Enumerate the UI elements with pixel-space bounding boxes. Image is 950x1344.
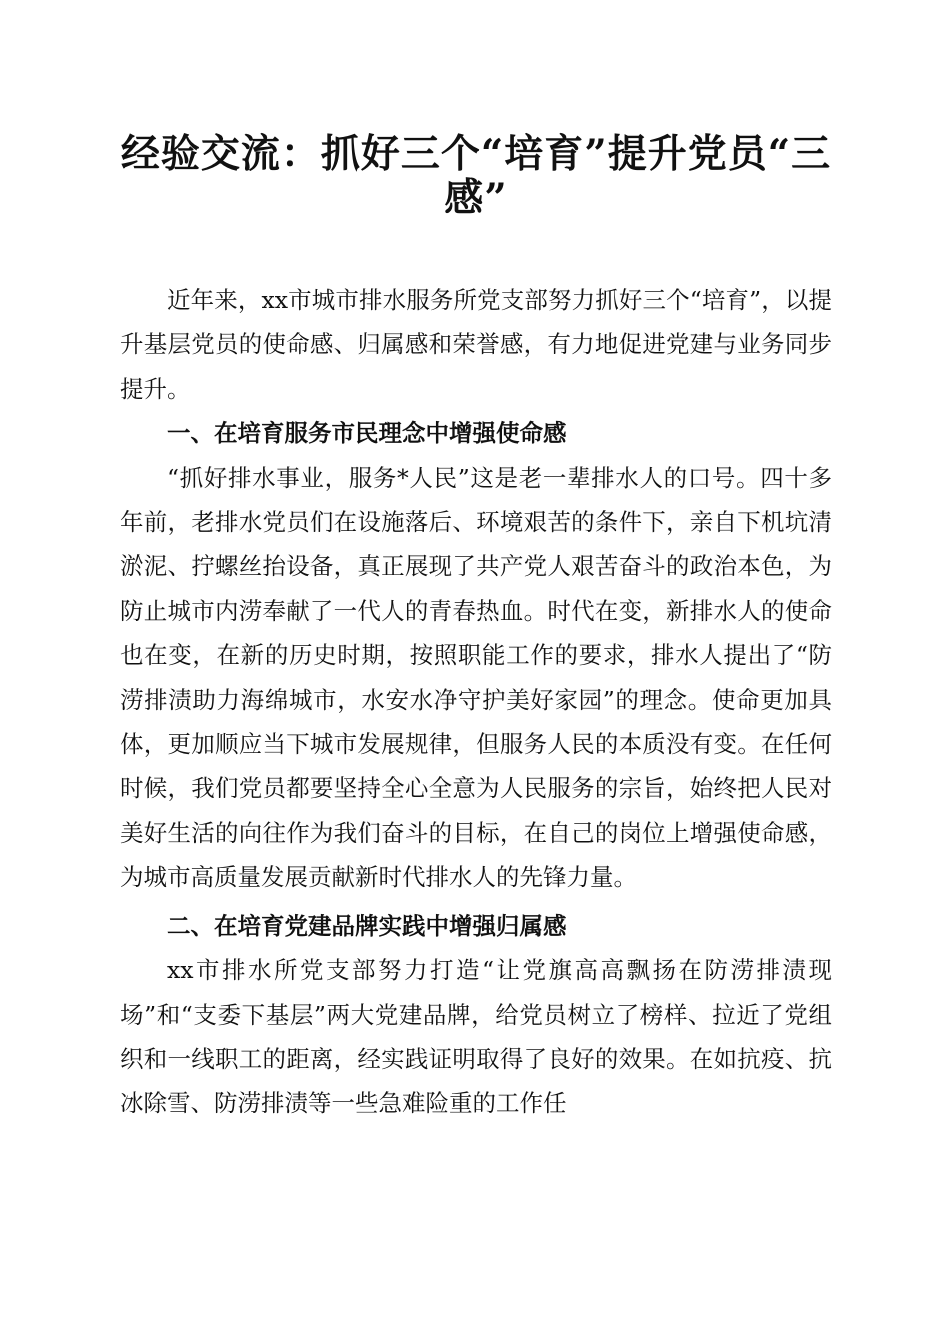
section-heading-2: 二、在培育党建品牌实践中增强归属感 — [167, 911, 567, 940]
intro-paragraph: 近年来，xx市城市排水服务所党支部努力抓好三个“培育”，以提升基层党员的使命感、归属感和荣誉感，有力地促进党建与业务同步提升。 — [120, 286, 832, 403]
section-paragraph-1: “抓好排水事业，服务*人民”这是老一辈排水人的口号。四十多年前，老排水党员们在设施落后、环境艰苦的条件下，亲自下机坑清淤泥、拧螺丝抬设备，真正展现了共产党人艰苦奋斗的政治本色，为防止城市内涝奉献了一代人的青春热血。时代在变，新排水人的使命也在变，在新的历史时期，按照职能工作的要求，排水人提出了“防涝排渍助力海绵城市，水安水净守护美好家园”的理念。使命更加具体，更加顺应当下城市发展规律，但服务人民的本质没有变。在任何时候，我们党员都要坚持全心全意为人民服务的宗旨，始终把人民对美好生活的向往作为我们奋斗的目标，在自己的岗位上增强使命感，为城市高质量发展贡献新时代排水人的先锋力量。 — [120, 463, 832, 892]
section-heading-1: 一、在培育服务市民理念中增强使命感 — [167, 419, 567, 448]
document-title: 经验交流：抓好三个“培育”提升党员“三感” — [120, 131, 832, 221]
section-paragraph-2: xx市排水所党支部努力打造“让党旗高高飘扬在防涝排渍现场”和“支委下基层”两大党建品牌，给党员树立了榜样、拉近了党组织和一线职工的距离，经实践证明取得了良好的效果。在如抗疫、抗冰除雪、防涝排渍等一些急难险重的工作任 — [120, 956, 832, 1118]
document-body — [120, 278, 832, 1126]
